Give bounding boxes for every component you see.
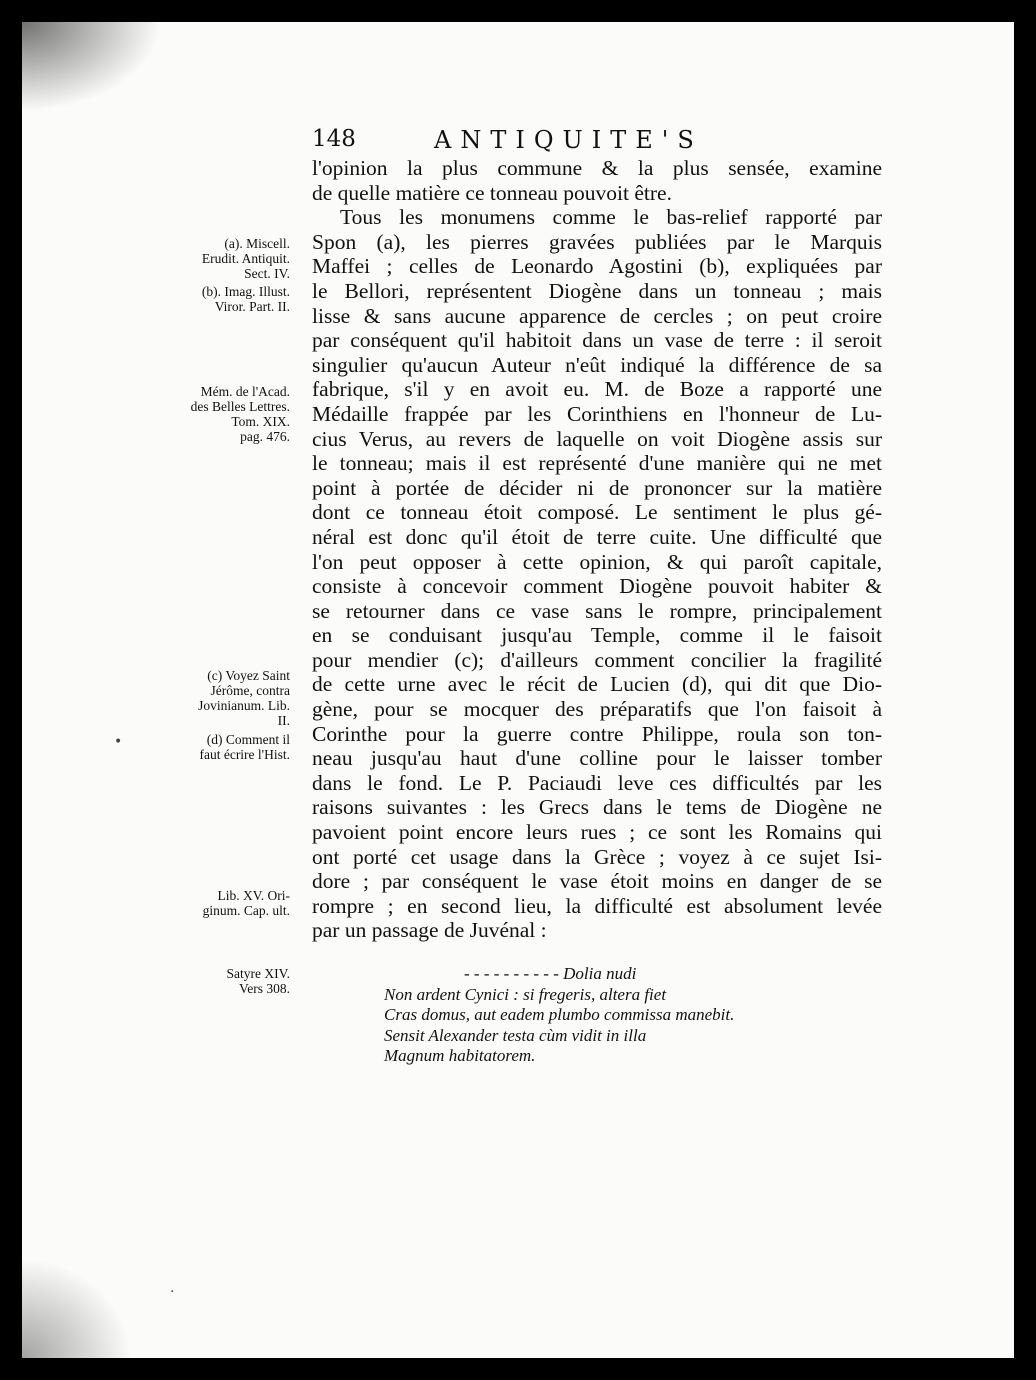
body-line: l'opinion la plus commune & la plus sensée, examine — [312, 156, 882, 180]
body-line: pour mendier (c); d'ailleurs comment concilier la fragilité — [312, 647, 882, 672]
margin-note-line: Satyre XIV. — [226, 966, 290, 981]
body-line: neau jusqu'au haut d'une colline pour le laisser tomber — [312, 746, 882, 771]
margin-note-line: Jérôme, contra — [210, 683, 290, 698]
verse-line: Magnum habitatorem. — [384, 1046, 536, 1065]
body-line: en se conduisant jusqu'au Temple, comme il le faisoit — [312, 623, 882, 648]
body-line: par un passage de Juvénal : — [312, 918, 547, 943]
margin-note-isidore — [156, 888, 290, 918]
margin-note-academie — [156, 384, 290, 444]
body-line: néral est donc qu'il étoit de terre cuite. Une difficulté que — [312, 524, 882, 549]
body-line: de cette urne avec le récit de Lucien (d), qui dit que Dio- — [312, 672, 882, 697]
body-line: lisse & sans aucune apparence de cercles ; on peut croire — [312, 303, 882, 328]
body-line: cius Verus, au revers de laquelle on voit Diogène assis sur — [312, 426, 882, 451]
body-line: l'on peut opposer à cette opinion, & qui paroît capitale, — [312, 549, 882, 574]
margin-note-line: Viror. Part. II. — [214, 299, 290, 314]
margin-note-c — [156, 668, 290, 728]
margin-note-line: ginum. Cap. ult. — [202, 903, 290, 918]
body-line: dore ; par conséquent le vase étoit moins en danger de se — [312, 869, 882, 894]
body-line: Spon (a), les pierres gravées publiées par le Marquis — [312, 229, 882, 254]
margin-note-line: (c) Voyez Saint — [207, 668, 290, 683]
margin-note-d — [156, 732, 290, 762]
margin-note-line: Mém. de l'Acad. — [200, 384, 290, 399]
body-line: Corinthe pour la guerre contre Philippe, roula son ton- — [312, 721, 882, 746]
body-line: ont porté cet usage dans la Grèce ; voyez à ce sujet Isi- — [312, 844, 882, 869]
margin-note-b — [156, 284, 290, 314]
body-line: rompre ; en second lieu, la difficulté est absolument levée — [312, 893, 882, 918]
body-line: de quelle matière ce tonneau pouvoit être. — [312, 180, 672, 205]
margin-note-line: (a). Miscell. — [224, 236, 290, 251]
body-line: raisons suivantes : les Grecs dans le tems de Diogène ne — [312, 795, 882, 820]
scan-shadow-top — [22, 22, 162, 112]
margin-note-a — [156, 236, 290, 281]
margin-note-line: Sect. IV. — [244, 266, 290, 281]
margin-note-satyre — [156, 966, 290, 996]
book-page — [22, 22, 1014, 1358]
juvenal-quotation — [384, 964, 864, 1067]
body-line: Tous les monumens comme le bas-relief rapporté par — [340, 205, 882, 230]
body-line: dont ce tonneau étoit composé. Le sentiment le plus gé- — [312, 500, 882, 525]
body-line: se retourner dans ce vase sans le rompre, principalement — [312, 598, 882, 623]
margin-note-line: des Belles Lettres. — [190, 399, 290, 414]
verse-line: Non ardent Cynici : si fregeris, altera fiet — [384, 984, 667, 1004]
running-head: ANTIQUITE'S — [434, 126, 703, 154]
ink-speck: • — [114, 734, 123, 750]
margin-note-line: (b). Imag. Illust. — [201, 284, 290, 299]
margin-note-line: II. — [277, 713, 290, 728]
body-line: point à portée de décider ni de prononcer sur la matière — [312, 475, 882, 500]
margin-note-line: pag. 476. — [240, 429, 290, 444]
body-line: le Bellori, représentent Diogène dans un tonneau ; mais — [312, 278, 882, 303]
body-line: dans le fond. Le P. Paciaudi leve ces difficultés par les — [312, 770, 882, 795]
body-line: Médaille frappée par les Corinthiens en l'honneur de Lu- — [312, 401, 882, 426]
page-number: 148 — [312, 126, 356, 152]
verse-line: Cras domus, aut eadem plumbo commissa manebit. — [384, 1005, 735, 1024]
margin-note-line: Erudit. Antiquit. — [201, 251, 290, 266]
margin-note-line: Lib. XV. Ori- — [217, 888, 290, 903]
body-line: pavoient point encore leurs rues ; ce sont les Romains qui — [312, 820, 882, 845]
page-header — [312, 126, 902, 156]
body-line: singulier qu'aucun Auteur n'eût indiqué la différence de sa — [312, 352, 882, 377]
margin-note-line: faut écrire l'Hist. — [199, 747, 290, 762]
body-line: consiste à concevoir comment Diogène pouvoit habiter & — [312, 574, 882, 599]
body-line: Maffei ; celles de Leonardo Agostini (b), expliquées par — [312, 254, 882, 279]
margin-note-line: Tom. XIX. — [231, 414, 290, 429]
margin-note-line: Vers 308. — [239, 981, 290, 996]
margin-note-line: Jovinianum. Lib. — [198, 698, 290, 713]
body-text — [312, 156, 882, 943]
body-line: gène, pour se mocquer des préparatifs que l'on faisoit à — [312, 697, 882, 722]
verse-line: - - - - - - - - - - Dolia nudi — [464, 964, 637, 983]
body-line: le tonneau; mais il est représenté d'une manière qui ne met — [312, 451, 882, 476]
verse-line: Sensit Alexander testa cùm vidit in illa — [384, 1025, 647, 1045]
scan-shadow-bottom — [22, 1258, 132, 1358]
margin-note-line: (d) Comment il — [206, 732, 290, 747]
body-line: fabrique, s'il y en avoit eu. M. de Boze a rapporté une — [312, 377, 882, 402]
body-line: par conséquent qu'il habitoit dans un vase de terre : il seroit — [312, 328, 882, 353]
ink-speck: · — [170, 1284, 175, 1300]
